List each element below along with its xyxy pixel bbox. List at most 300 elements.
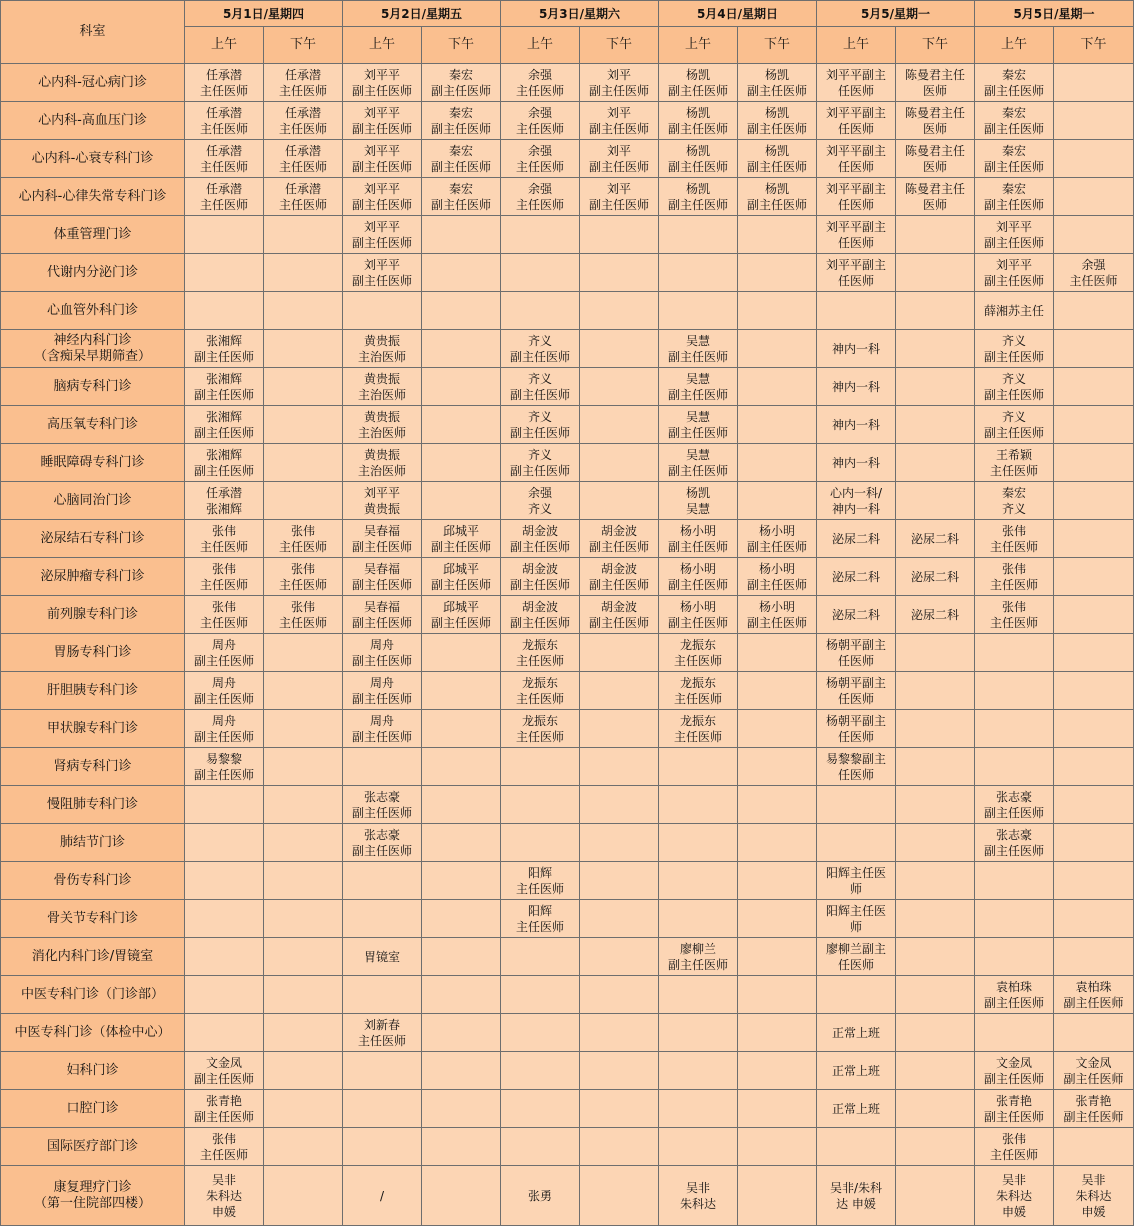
schedule-cell: 余强 主任医师 xyxy=(501,64,580,102)
schedule-cell xyxy=(659,292,738,330)
schedule-cell xyxy=(185,976,264,1014)
schedule-cell xyxy=(738,1090,817,1128)
schedule-cell xyxy=(580,254,659,292)
schedule-cell: 张伟 主任医师 xyxy=(185,520,264,558)
schedule-cell: 周舟 副主任医师 xyxy=(185,634,264,672)
schedule-cell: 吴非 朱科达 申媛 xyxy=(1054,1166,1134,1226)
schedule-cell: 秦宏 副主任医师 xyxy=(975,102,1054,140)
schedule-cell xyxy=(580,444,659,482)
schedule-cell: 文金凤 副主任医师 xyxy=(185,1052,264,1090)
schedule-cell xyxy=(580,862,659,900)
schedule-cell: 杨凯 副主任医师 xyxy=(659,178,738,216)
schedule-cell xyxy=(896,482,975,520)
schedule-cell: 刘平平 副主任医师 xyxy=(343,216,422,254)
day-header: 5月1日/星期四 xyxy=(185,1,343,27)
dept-cell: 脑病专科门诊 xyxy=(1,368,185,406)
schedule-cell xyxy=(738,216,817,254)
schedule-cell xyxy=(264,900,343,938)
schedule-cell: 黄贵振 主治医师 xyxy=(343,330,422,368)
schedule-cell: 吴春福 副主任医师 xyxy=(343,558,422,596)
schedule-cell: 张湘辉 副主任医师 xyxy=(185,368,264,406)
dept-cell: 代谢内分泌门诊 xyxy=(1,254,185,292)
schedule-cell xyxy=(659,1052,738,1090)
schedule-cell: 任承潜 主任医师 xyxy=(264,64,343,102)
schedule-cell: 薛湘苏主任 xyxy=(975,292,1054,330)
schedule-cell: 龙振东 主任医师 xyxy=(659,710,738,748)
schedule-cell: 杨小明 副主任医师 xyxy=(659,558,738,596)
table-row xyxy=(1,748,1134,786)
day-header: 5月4日/星期日 xyxy=(659,1,817,27)
schedule-cell xyxy=(422,254,501,292)
schedule-cell: 刘平平 副主任医师 xyxy=(343,64,422,102)
schedule-cell xyxy=(580,824,659,862)
schedule-cell xyxy=(1054,178,1134,216)
table-row xyxy=(1,482,1134,520)
schedule-cell xyxy=(343,1052,422,1090)
schedule-cell xyxy=(264,824,343,862)
schedule-cell: 刘平平 副主任医师 xyxy=(343,140,422,178)
schedule-cell: 杨小明 副主任医师 xyxy=(738,520,817,558)
schedule-cell: 泌尿二科 xyxy=(896,520,975,558)
dept-cell: 心内科-冠心病门诊 xyxy=(1,64,185,102)
schedule-cell xyxy=(422,672,501,710)
schedule-cell: 周舟 副主任医师 xyxy=(343,634,422,672)
schedule-cell xyxy=(343,292,422,330)
schedule-cell: 神内一科 xyxy=(817,368,896,406)
table-row xyxy=(1,64,1134,102)
schedule-cell xyxy=(1054,786,1134,824)
schedule-cell: 齐义 副主任医师 xyxy=(501,368,580,406)
table-row xyxy=(1,254,1134,292)
dept-cell: 中医专科门诊（门诊部） xyxy=(1,976,185,1014)
schedule-cell xyxy=(580,1166,659,1226)
schedule-cell: 任承潜 主任医师 xyxy=(264,140,343,178)
schedule-cell xyxy=(580,216,659,254)
schedule-cell xyxy=(422,1052,501,1090)
schedule-cell xyxy=(896,938,975,976)
schedule-cell: 张湘辉 副主任医师 xyxy=(185,330,264,368)
schedule-cell xyxy=(580,672,659,710)
schedule-cell xyxy=(422,786,501,824)
schedule-cell xyxy=(343,748,422,786)
schedule-cell: 泌尿二科 xyxy=(896,596,975,634)
schedule-cell xyxy=(580,938,659,976)
schedule-cell xyxy=(738,406,817,444)
table-row xyxy=(1,938,1134,976)
schedule-cell xyxy=(1054,444,1134,482)
schedule-cell xyxy=(1054,520,1134,558)
schedule-cell xyxy=(975,938,1054,976)
schedule-cell xyxy=(975,1014,1054,1052)
schedule-cell: 杨小明 副主任医师 xyxy=(738,596,817,634)
schedule-cell xyxy=(896,444,975,482)
schedule-cell: 张伟 主任医师 xyxy=(975,520,1054,558)
schedule-cell xyxy=(1054,140,1134,178)
schedule-cell xyxy=(422,1014,501,1052)
schedule-cell: 任承潜 主任医师 xyxy=(185,64,264,102)
schedule-cell: 齐义 副主任医师 xyxy=(975,330,1054,368)
schedule-cell xyxy=(896,406,975,444)
schedule-cell xyxy=(817,786,896,824)
table-row xyxy=(1,1090,1134,1128)
dept-cell: 康复理疗门诊 （第一住院部四楼） xyxy=(1,1166,185,1226)
table-row xyxy=(1,368,1134,406)
am-header: 上午 xyxy=(659,27,738,64)
schedule-cell xyxy=(264,216,343,254)
schedule-cell xyxy=(580,368,659,406)
table-row xyxy=(1,824,1134,862)
schedule-cell xyxy=(185,786,264,824)
schedule-cell: 王希颖 主任医师 xyxy=(975,444,1054,482)
schedule-cell xyxy=(501,1128,580,1166)
schedule-cell xyxy=(659,748,738,786)
schedule-cell: 吴非 朱科达 申媛 xyxy=(975,1166,1054,1226)
dept-cell: 前列腺专科门诊 xyxy=(1,596,185,634)
schedule-cell: 刘平平 副主任医师 xyxy=(975,254,1054,292)
schedule-cell: 余强 齐义 xyxy=(501,482,580,520)
table-row xyxy=(1,1014,1134,1052)
schedule-cell: 张志豪 副主任医师 xyxy=(343,786,422,824)
table-row xyxy=(1,558,1134,596)
schedule-cell: 吴慧 副主任医师 xyxy=(659,444,738,482)
schedule-cell: 杨凯 副主任医师 xyxy=(659,102,738,140)
schedule-cell xyxy=(817,824,896,862)
schedule-cell xyxy=(343,1128,422,1166)
schedule-cell: 张伟 主任医师 xyxy=(975,596,1054,634)
dept-cell: 骨关节专科门诊 xyxy=(1,900,185,938)
schedule-cell xyxy=(422,634,501,672)
schedule-cell xyxy=(975,634,1054,672)
schedule-cell: 杨小明 副主任医师 xyxy=(659,596,738,634)
am-header: 上午 xyxy=(975,27,1054,64)
schedule-cell xyxy=(1054,406,1134,444)
schedule-cell xyxy=(501,1014,580,1052)
dept-cell: 中医专科门诊（体检中心） xyxy=(1,1014,185,1052)
schedule-cell xyxy=(422,482,501,520)
schedule-cell xyxy=(1054,748,1134,786)
schedule-cell xyxy=(738,672,817,710)
pm-header: 下午 xyxy=(422,27,501,64)
schedule-cell: 杨凯 副主任医师 xyxy=(659,140,738,178)
schedule-cell: 陈曼君主任 医师 xyxy=(896,64,975,102)
schedule-cell: 秦宏 副主任医师 xyxy=(422,178,501,216)
schedule-cell xyxy=(422,1090,501,1128)
dept-cell: 泌尿肿瘤专科门诊 xyxy=(1,558,185,596)
schedule-cell: 秦宏 副主任医师 xyxy=(422,140,501,178)
schedule-cell: 齐义 副主任医师 xyxy=(975,406,1054,444)
dept-cell: 泌尿结石专科门诊 xyxy=(1,520,185,558)
schedule-cell xyxy=(896,1052,975,1090)
schedule-cell xyxy=(580,748,659,786)
schedule-cell: 秦宏 副主任医师 xyxy=(975,140,1054,178)
schedule-cell xyxy=(422,368,501,406)
schedule-cell xyxy=(580,482,659,520)
schedule-cell: 任承潜 主任医师 xyxy=(264,102,343,140)
schedule-cell xyxy=(659,1128,738,1166)
schedule-cell: 阳辉 主任医师 xyxy=(501,862,580,900)
schedule-cell xyxy=(264,786,343,824)
schedule-cell xyxy=(738,900,817,938)
dept-cell: 肺结节门诊 xyxy=(1,824,185,862)
schedule-cell: 龙振东 主任医师 xyxy=(501,710,580,748)
schedule-cell xyxy=(501,216,580,254)
schedule-cell xyxy=(738,748,817,786)
schedule-cell xyxy=(501,1052,580,1090)
schedule-cell xyxy=(264,406,343,444)
schedule-cell xyxy=(185,824,264,862)
schedule-cell: 袁柏珠 副主任医师 xyxy=(975,976,1054,1014)
schedule-cell xyxy=(264,368,343,406)
schedule-cell: 张志豪 副主任医师 xyxy=(343,824,422,862)
schedule-cell: 神内一科 xyxy=(817,330,896,368)
schedule-cell: 龙振东 主任医师 xyxy=(501,634,580,672)
schedule-cell xyxy=(738,254,817,292)
day-header: 5月5日/星期一 xyxy=(975,1,1134,27)
schedule-cell: 龙振东 主任医师 xyxy=(659,672,738,710)
schedule-cell xyxy=(1054,330,1134,368)
schedule-cell: 杨凯 副主任医师 xyxy=(738,178,817,216)
schedule-cell xyxy=(185,1014,264,1052)
schedule-cell: 杨凯 副主任医师 xyxy=(738,102,817,140)
schedule-cell xyxy=(264,292,343,330)
schedule-cell xyxy=(1054,64,1134,102)
schedule-cell: 张志豪 副主任医师 xyxy=(975,786,1054,824)
schedule-cell xyxy=(659,1090,738,1128)
schedule-cell xyxy=(264,976,343,1014)
schedule-cell xyxy=(264,254,343,292)
schedule-cell xyxy=(343,1090,422,1128)
schedule-cell: 张青艳 副主任医师 xyxy=(975,1090,1054,1128)
schedule-cell: 正常上班 xyxy=(817,1052,896,1090)
schedule-cell xyxy=(264,444,343,482)
schedule-cell xyxy=(738,1052,817,1090)
schedule-cell: 胡金波 副主任医师 xyxy=(580,558,659,596)
schedule-cell xyxy=(264,1128,343,1166)
schedule-cell xyxy=(1054,216,1134,254)
schedule-cell: 张伟 主任医师 xyxy=(264,596,343,634)
schedule-cell xyxy=(659,900,738,938)
schedule-cell: 泌尿二科 xyxy=(896,558,975,596)
schedule-cell: 陈曼君主任 医师 xyxy=(896,178,975,216)
schedule-cell xyxy=(659,254,738,292)
schedule-cell xyxy=(1054,710,1134,748)
dept-cell: 高压氧专科门诊 xyxy=(1,406,185,444)
schedule-cell: 刘平平 副主任医师 xyxy=(343,102,422,140)
dept-cell: 心血管外科门诊 xyxy=(1,292,185,330)
schedule-cell: 心内一科/ 神内一科 xyxy=(817,482,896,520)
schedule-cell xyxy=(422,1166,501,1226)
dept-cell: 妇科门诊 xyxy=(1,1052,185,1090)
schedule-cell xyxy=(422,330,501,368)
schedule-cell xyxy=(975,900,1054,938)
schedule-cell xyxy=(659,786,738,824)
schedule-cell xyxy=(975,862,1054,900)
schedule-cell: 张伟 主任医师 xyxy=(264,520,343,558)
schedule-cell xyxy=(422,444,501,482)
dept-cell: 消化内科门诊/胃镜室 xyxy=(1,938,185,976)
schedule-cell: 杨凯 吴慧 xyxy=(659,482,738,520)
dept-cell: 心脑同治门诊 xyxy=(1,482,185,520)
schedule-cell: 余强 主任医师 xyxy=(1054,254,1134,292)
schedule-cell xyxy=(1054,824,1134,862)
schedule-cell: 秦宏 齐义 xyxy=(975,482,1054,520)
schedule-cell xyxy=(264,938,343,976)
schedule-cell: 周舟 副主任医师 xyxy=(185,710,264,748)
schedule-cell: 吴非 朱科达 申媛 xyxy=(185,1166,264,1226)
schedule-cell xyxy=(343,862,422,900)
table-row xyxy=(1,596,1134,634)
schedule-cell: 齐义 副主任医师 xyxy=(501,406,580,444)
schedule-cell: 廖柳兰副主 任医师 xyxy=(817,938,896,976)
schedule-cell: 任承潜 主任医师 xyxy=(185,102,264,140)
dept-cell: 骨伤专科门诊 xyxy=(1,862,185,900)
schedule-cell xyxy=(264,672,343,710)
schedule-cell: 吴慧 副主任医师 xyxy=(659,406,738,444)
schedule-cell xyxy=(896,862,975,900)
schedule-cell: 秦宏 副主任医师 xyxy=(975,64,1054,102)
schedule-cell xyxy=(264,634,343,672)
schedule-cell xyxy=(975,748,1054,786)
table-row xyxy=(1,900,1134,938)
schedule-cell xyxy=(343,900,422,938)
schedule-cell xyxy=(738,330,817,368)
schedule-cell xyxy=(264,710,343,748)
schedule-cell: 杨朝平副主 任医师 xyxy=(817,672,896,710)
schedule-cell xyxy=(264,1014,343,1052)
schedule-cell: 刘平平副主 任医师 xyxy=(817,254,896,292)
schedule-cell: 廖柳兰 副主任医师 xyxy=(659,938,738,976)
schedule-cell xyxy=(1054,482,1134,520)
schedule-cell xyxy=(1054,1014,1134,1052)
schedule-cell: 易黎黎副主 任医师 xyxy=(817,748,896,786)
dept-header: 科室 xyxy=(1,1,185,64)
schedule-cell xyxy=(185,862,264,900)
schedule-cell: 泌尿二科 xyxy=(817,520,896,558)
schedule-cell: 张湘辉 副主任医师 xyxy=(185,406,264,444)
schedule-cell: 吴非 朱科达 xyxy=(659,1166,738,1226)
schedule-cell xyxy=(896,368,975,406)
dept-cell: 国际医疗部门诊 xyxy=(1,1128,185,1166)
schedule-cell xyxy=(501,976,580,1014)
schedule-cell: 阳辉主任医 师 xyxy=(817,900,896,938)
schedule-cell: 黄贵振 主治医师 xyxy=(343,368,422,406)
schedule-cell: 张伟 主任医师 xyxy=(975,558,1054,596)
dept-cell: 心内科-心衰专科门诊 xyxy=(1,140,185,178)
schedule-cell xyxy=(896,1014,975,1052)
schedule-cell: 杨朝平副主 任医师 xyxy=(817,710,896,748)
schedule-cell: 余强 主任医师 xyxy=(501,178,580,216)
schedule-cell: 邱城平 副主任医师 xyxy=(422,520,501,558)
schedule-cell xyxy=(659,862,738,900)
schedule-cell: 任承潜 主任医师 xyxy=(264,178,343,216)
schedule-cell xyxy=(738,786,817,824)
schedule-cell xyxy=(738,482,817,520)
schedule-cell: 阳辉 主任医师 xyxy=(501,900,580,938)
schedule-cell: 刘新春 主任医师 xyxy=(343,1014,422,1052)
schedule-cell xyxy=(738,824,817,862)
schedule-cell xyxy=(580,1014,659,1052)
schedule-cell xyxy=(264,862,343,900)
schedule-cell xyxy=(659,1014,738,1052)
schedule-cell xyxy=(1054,102,1134,140)
schedule-cell: 黄贵振 主治医师 xyxy=(343,444,422,482)
schedule-cell xyxy=(422,216,501,254)
schedule-cell xyxy=(896,292,975,330)
table-row xyxy=(1,1166,1134,1226)
schedule-cell: 刘平 副主任医师 xyxy=(580,102,659,140)
schedule-cell: 胡金波 副主任医师 xyxy=(501,596,580,634)
schedule-cell xyxy=(501,824,580,862)
day-header: 5月2日/星期五 xyxy=(343,1,501,27)
day-header: 5月3日/星期六 xyxy=(501,1,659,27)
table-row xyxy=(1,406,1134,444)
schedule-cell xyxy=(896,976,975,1014)
schedule-cell: 刘平 副主任医师 xyxy=(580,64,659,102)
schedule-cell xyxy=(422,292,501,330)
schedule-cell: 任承潜 张湘辉 xyxy=(185,482,264,520)
schedule-cell: 杨凯 副主任医师 xyxy=(659,64,738,102)
schedule-cell: 神内一科 xyxy=(817,444,896,482)
schedule-cell xyxy=(422,976,501,1014)
schedule-cell: 刘平 副主任医师 xyxy=(580,178,659,216)
schedule-cell: 周舟 副主任医师 xyxy=(343,672,422,710)
schedule-cell: 刘平平副主 任医师 xyxy=(817,64,896,102)
schedule-cell: 文金凤 副主任医师 xyxy=(1054,1052,1134,1090)
schedule-cell: / xyxy=(343,1166,422,1226)
schedule-cell: 正常上班 xyxy=(817,1014,896,1052)
schedule-cell xyxy=(501,786,580,824)
schedule-cell xyxy=(264,330,343,368)
dept-cell: 肾病专科门诊 xyxy=(1,748,185,786)
table-row xyxy=(1,1128,1134,1166)
schedule-cell: 余强 主任医师 xyxy=(501,102,580,140)
schedule-cell xyxy=(738,862,817,900)
schedule-cell xyxy=(580,976,659,1014)
schedule-cell: 秦宏 副主任医师 xyxy=(422,64,501,102)
dept-cell: 胃肠专科门诊 xyxy=(1,634,185,672)
schedule-cell xyxy=(580,786,659,824)
schedule-cell: 张志豪 副主任医师 xyxy=(975,824,1054,862)
schedule-cell: 胡金波 副主任医师 xyxy=(580,520,659,558)
schedule-cell: 张伟 主任医师 xyxy=(975,1128,1054,1166)
schedule-cell: 阳辉主任医 师 xyxy=(817,862,896,900)
table-row xyxy=(1,102,1134,140)
dept-cell: 口腔门诊 xyxy=(1,1090,185,1128)
schedule-cell: 吴春福 副主任医师 xyxy=(343,520,422,558)
schedule-cell xyxy=(1054,900,1134,938)
schedule-cell: 文金凤 副主任医师 xyxy=(975,1052,1054,1090)
schedule-cell xyxy=(264,748,343,786)
table-row xyxy=(1,178,1134,216)
table-row xyxy=(1,330,1134,368)
schedule-cell: 胡金波 副主任医师 xyxy=(501,520,580,558)
schedule-cell xyxy=(422,406,501,444)
table-row xyxy=(1,1052,1134,1090)
dept-cell: 甲状腺专科门诊 xyxy=(1,710,185,748)
schedule-cell xyxy=(738,1166,817,1226)
table-row xyxy=(1,862,1134,900)
schedule-cell xyxy=(817,1128,896,1166)
pm-header: 下午 xyxy=(738,27,817,64)
schedule-cell xyxy=(501,748,580,786)
schedule-cell: 刘平平 副主任医师 xyxy=(975,216,1054,254)
schedule-cell xyxy=(422,748,501,786)
pm-header: 下午 xyxy=(264,27,343,64)
table-row xyxy=(1,140,1134,178)
am-header: 上午 xyxy=(185,27,264,64)
schedule-cell xyxy=(422,824,501,862)
schedule-cell xyxy=(422,862,501,900)
